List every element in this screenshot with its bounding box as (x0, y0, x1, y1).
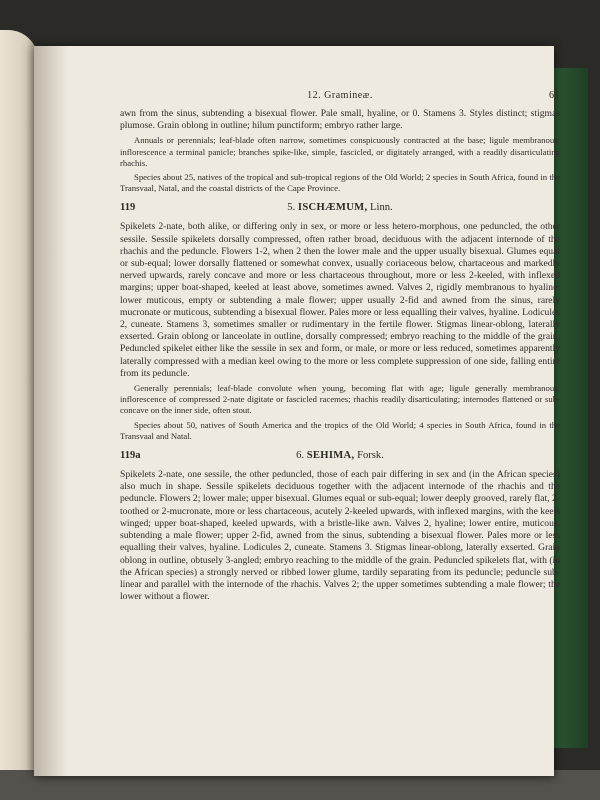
continued-habit-note: Annuals or perennials; leaf-blade often narrow, sometimes conspicuously contracted at the base; ligule membranous; inflorescence a terminal panicle; branches spike-like, simple, fascicled, or digitately arranged, with a readily disarticulating rhachis. (120, 135, 560, 168)
genus-title (120, 202, 560, 214)
genus-author: Linn. (367, 202, 393, 214)
genus-distribution-note: Species about 50, natives of South America and the tropics of the Old World; 4 species in South Africa, found in the Transvaal and Natal. (120, 419, 560, 441)
facing-page-edge (0, 30, 38, 770)
genus-number: 119a (120, 450, 141, 462)
genus-name: ISCHÆMUM, (297, 202, 368, 214)
genus-description: Spikelets 2-nate, one sessile, the other peduncled, those of each pair differing in sex and (in the African species) also much in shape. Sessile spikelets deciduous together with the adjacent internode of the rhachis and the peduncle. Flowers 2; lower male; upper bisexual. Glumes equal or sub-equal; lower deeply grooved, rarely flat, 2-toothed or 2-mucronate, more or less chartaceous, acutely 2-keeled upwards, with inflexed margins, with the keels winged; upper boat-shaped, keeled upwards, with a bristle-like awn. Valves 2, hyaline; lower entire, muticous, subtending a male flower; upper 2-fid, awned from the sinus, subtending a bisexual flower. Pales more or less equalling their valves, hyaline. Lodicules 2, cuneate. Stamens 3. Stigmas linear-oblong, laterally exserted. Grain oblong in outline, obtusely 3-angled; embryo reaching to the middle of the grain. Peduncled spikelets flat, with (in the African species) a strongly nerved or ribbed lower glume, tardily separating from its peduncle; peduncle sub-linear and parallel with the internode of the rhachis. Valves 2; the upper sometimes subtending a male flower; the lower without a flower. (120, 469, 560, 603)
running-head-title: 12. Gramineæ. (307, 90, 373, 101)
genus-index: 6. (296, 450, 307, 462)
genus-number: 119 (120, 202, 136, 214)
continued-distribution-note: Species about 25, natives of the tropical and sub-tropical regions of the Old World; 2 species in South Africa, found in the Transvaal, Natal, and the coastal districts of the Cape Province. (120, 172, 560, 194)
book-page (34, 46, 560, 776)
continued-description: awn from the sinus, subtending a bisexual flower. Pale small, hyaline, or 0. Stamens 3. Styles distinct; stigmas plumose. Grain oblong in outline; hilum punctiform; embryo rather large. (120, 108, 560, 132)
genus-heading (120, 450, 560, 467)
genus-index: 5. (287, 202, 298, 214)
genus-name: SEHIMA, (306, 450, 355, 462)
genus-title (120, 450, 560, 462)
genus-habit-note: Generally perennials; leaf-blade convolute when young, becoming flat with age; ligule generally membranous; inflorescence of compressed 2-nate digitate or fascicled racemes; rhachis readily disarticulating; internodes flattened or sub-concave on the inner side, often stout. (120, 383, 560, 416)
genus-heading (120, 202, 560, 219)
page-content (120, 90, 560, 603)
page-number: 61 (549, 90, 560, 101)
page-gutter-shadow (34, 46, 68, 776)
genus-author: Forsk. (354, 450, 384, 462)
genus-description: Spikelets 2-nate, both alike, or differing only in sex, or more or less hetero-morphous, one peduncled, the other sessile. Sessile spikelets dorsally compressed, often rather broad, deciduous with the adjacent internode of the rhachis and the peduncle. Flowers 1-2, when 2 then the lower male and the upper usually bisexual. Glumes equal or sub-equal; lower dorsally flattened or somewhat convex, usually coriaceous below, chartaceous and markedly nerved upwards, rarely concave and more or less chartaceous throughout, more or less 2-keeled, with inflexed margins; upper boat-shaped, keeled at least above, sometimes awned. Valves 2, rigidly membranous to hyaline; lower muticous, empty or subtending a male flower; upper usually 2-fid and awned from the sinus, rarely mucronate or muticous, subtending a bisexual flower. Pales more or less equalling their valves, hyaline. Lodicules 2, cuneate. Stamens 3, sometimes smaller or rudimentary in the fertile flower. Stigmas linear-oblong, laterally exserted. Grain oblong or lanceolate in outline, dorsally compressed; embryo reaching to the middle of the grain. Peduncled spikelet either like the sessile in sex and form, or male, or more or less reduced, sometimes apparently laterally compressed with a median keel owing to the more or less complete suppression of one side, falling entire from its peduncle. (120, 221, 560, 379)
running-head (120, 90, 560, 106)
